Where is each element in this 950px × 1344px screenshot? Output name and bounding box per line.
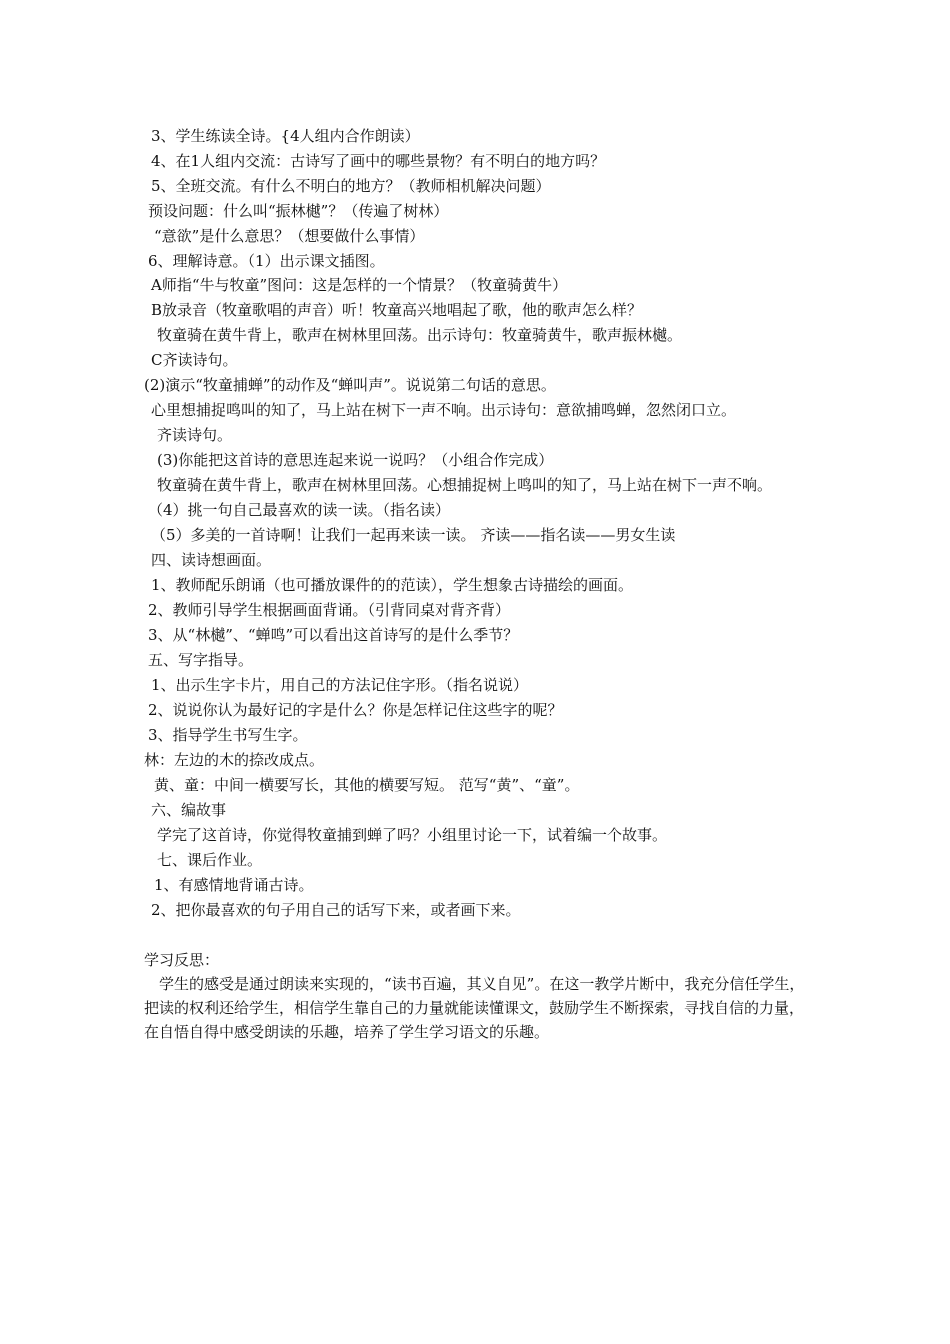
text-line: 1、有感情地背诵古诗。 xyxy=(154,876,314,894)
reflection-paragraph: 学生的感受是通过朗读来实现的，“读书百遍，其义自见”。在这一教学片断中，我充分信任学生，把读的权利还给学生，相信学生靠自己的力量就能读懂课文，鼓励学生不断探索，寻找自信的力量，在自悟自得中感受朗读的乐趣，培养了学生学习语文的乐趣。 xyxy=(144,975,805,1041)
text-line: 2、说说你认为最好记的字是什么？你是怎样记住这些字的呢？ xyxy=(148,701,563,719)
text-line: 6、理解诗意。（1）出示课文插图。 xyxy=(148,252,385,270)
text-line: 四、读诗想画面。 xyxy=(151,551,272,569)
text-line: 5、全班交流。有什么不明白的地方？（教师相机解决问题） xyxy=(151,177,551,195)
text-line: 3、学生练读全诗。{4人组内合作朗读） xyxy=(151,127,420,145)
text-line: （5）多美的一首诗啊！让我们一起再来读一读。 齐读——指名读——男女生读 xyxy=(151,526,676,544)
text-line: 1、教师配乐朗诵（也可播放课件的的范读），学生想象古诗描绘的画面。 xyxy=(151,576,634,594)
text-line: 预设问题：什么叫“振林樾”？（传遍了树林） xyxy=(148,202,449,220)
text-line: 牧童骑在黄牛背上，歌声在树林里回荡。心想捕捉树上鸣叫的知了，马上站在树下一声不响。 xyxy=(157,476,773,494)
text-line: “意欲”是什么意思？（想要做什么事情） xyxy=(154,227,425,245)
text-line: 4、在1人组内交流：古诗写了画中的哪些景物？有不明白的地方吗？ xyxy=(151,152,606,170)
text-line: 3、指导学生书写生字。 xyxy=(148,726,308,744)
text-line: 七、课后作业。 xyxy=(157,851,263,869)
text-line: C齐读诗句。 xyxy=(151,351,238,369)
text-line: B放录音（牧童歌唱的声音）听！牧童高兴地唱起了歌，他的歌声怎么样？ xyxy=(151,301,643,319)
text-line: 黄、童：中间一横要写长，其他的横要写短。 范写“黄”、“童”。 xyxy=(154,776,580,794)
text-line: 2、教师引导学生根据画面背诵。（引背同桌对背齐背） xyxy=(148,601,511,619)
text-line: (3)你能把这首诗的意思连起来说一说吗？（小组合作完成） xyxy=(157,451,554,469)
text-line: 学完了这首诗，你觉得牧童捕到蝉了吗？小组里讨论一下，试着编一个故事。 xyxy=(157,826,668,844)
reflection-heading: 学习反思： xyxy=(144,951,220,969)
text-line: 林：左边的木的捺改成点。 xyxy=(144,751,325,769)
text-line: （4）挑一句自己最喜欢的读一读。（指名读） xyxy=(148,501,451,519)
text-line: A师指“牛与牧童”图问：这是怎样的一个情景？（牧童骑黄牛） xyxy=(151,276,568,294)
text-line: 心里想捕捉鸣叫的知了，马上站在树下一声不响。出示诗句：意欲捕鸣蝉，忽然闭口立。 xyxy=(151,401,737,419)
text-line: (2)演示“牧童捕蝉”的动作及“蝉叫声”。说说第二句话的意思。 xyxy=(144,376,556,394)
text-line: 六、编故事 xyxy=(151,801,227,819)
text-line: 齐读诗句。 xyxy=(157,426,233,444)
text-line: 1、出示生字卡片，用自己的方法记住字形。（指名说说） xyxy=(151,676,529,694)
text-line: 3、从“林樾”、“蝉鸣”可以看出这首诗写的是什么季节？ xyxy=(148,626,519,644)
text-line: 牧童骑在黄牛背上，歌声在树林里回荡。出示诗句：牧童骑黄牛，歌声振林樾。 xyxy=(157,326,683,344)
text-line: 五、写字指导。 xyxy=(148,651,254,669)
text-line: 2、把你最喜欢的句子用自己的话写下来，或者画下来。 xyxy=(151,901,521,919)
